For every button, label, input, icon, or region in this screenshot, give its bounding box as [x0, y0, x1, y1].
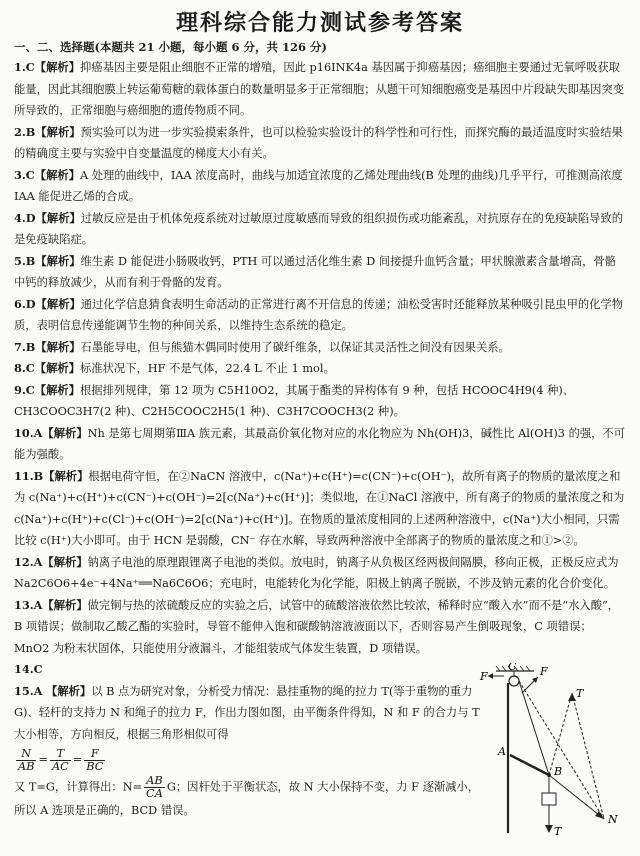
analysis-tag: 【解析】 [42, 554, 88, 569]
analysis-tag: 【解析】 [42, 425, 88, 440]
fraction: $\frac{F}{BC}$ [86, 746, 104, 773]
question-number: 6.D [14, 296, 36, 311]
question-item [14, 208, 626, 251]
analysis-text: 通过化学信息猜食表明生命活动的正常进行离不开信息的传递；油松受害时还能释放某种吸引昆虫甲的化学物质，表明信息传递能调节生物的种间关系，以维持生态系统的稳定。 [14, 297, 624, 332]
analysis-tag: 【解析】 [42, 597, 88, 612]
label-A: A [498, 744, 506, 758]
analysis-tag: 【解析】 [35, 210, 81, 225]
question-item [14, 358, 626, 380]
question-number: 8.C [14, 361, 35, 375]
analysis-text: 过敏反应是由于机体免疫系统对过敏原过度敏感而导致的组织损伤或功能紊乱，对抗原存在的免疫缺陷导致的是免疫缺陷症。 [14, 211, 624, 246]
question-item [14, 595, 626, 660]
label-T-bottom: T [554, 824, 562, 838]
analysis-tag: 【解析】 [35, 339, 81, 354]
analysis-text: 维生素 D 能促进小肠吸收钙，PTH 可以通过活化维生素 D 间接提升血钙含量；甲状腺激素含量增高，骨骼中钙的释放减少，从而有利于骨骼的发育。 [14, 254, 617, 289]
analysis-tag: 【解析】 [34, 361, 80, 375]
analysis-tag: 【解析】 [34, 60, 80, 74]
question-number: 3.C [14, 167, 35, 182]
question-item [14, 122, 626, 165]
analysis-text: 根据电荷守恒，在②NaCN 溶液中，c(Na⁺)+c(H⁺)=c(CN⁻)+c(OH⁻)，故所有离子的物质的量浓度之和为 c(Na⁺)+c(H⁺)+c(CN⁻)+c(OH⁻)=2[c(Na⁺)+c(H⁺)]；类似地，在①NaCl 溶液中，所有离子的物质的量浓度之和为 c(Na⁺)+c(H⁺)+c(Cl⁻)+c(OH⁻)=2[c(Na⁺)+c(H⁺)]。在物质的量浓度相同的上述两种溶液中，c(Na⁺)大小相同，只需比较 c(H⁺)大小即可。由于 HCN 是弱酸，CN⁻ 存在水解，导致两种溶液中全部离子的物质的量浓度之和①>②。 [14, 469, 625, 547]
question-15-conclusion: 又 T=G，计算得出：N= $\frac{AB}{CA}$ G；因杆处于平衡状态，故 N 大小保持不变，力 F 逐渐减小，所以 A 选项是正确的，BCD 错误。 [14, 774, 480, 817]
question-number: 12.A [14, 554, 43, 569]
analysis-text: 根据排列规律，第 12 项为 C5H10O2，其属于酯类的异构体有 9 种，包括 HCOOC4H9(4 种)、CH3COOC3H7(2 种)、C2H5COOC2H5(1 种)、C3H7COOCH3(2 种)。 [14, 383, 575, 418]
page-title: 理科综合能力测试参考答案 [175, 11, 464, 36]
question-number: 9.C [14, 382, 35, 397]
question-list [14, 57, 626, 681]
question-item [14, 57, 626, 122]
analysis-text: 石墨能导电，但与熊猫木偶同时使用了碳纤维条，以保证其灵活性之间没有因果关系。 [80, 340, 510, 354]
fraction: $\frac{T}{AC}$ [51, 746, 69, 773]
analysis-tag: 【解析】 [35, 253, 81, 268]
label-B: B [554, 764, 563, 778]
question-item [14, 552, 626, 595]
label-F: F [480, 669, 488, 683]
label-N: N [608, 812, 618, 826]
section-heading: 一、二、选择题(本题共 21 小题，每小题 6 分，共 126 分) [14, 40, 327, 54]
fraction: $\frac{N}{AB}$ [18, 746, 35, 773]
analysis-text: Nh 是第七周期第ⅢA 族元素，其最高价氧化物对应的水化物应为 Nh(OH)3，碱性比 Al(OH)3 的强，不可能为强酸。 [14, 426, 626, 461]
question-item [14, 380, 626, 423]
analysis-text: 抑癌基因主要是阻止细胞不正常的增殖，因此 p16INK4a 基因属于抑癌基因；癌细胞主要通过无氧呼吸获取能量，因此其细胞膜上转运葡萄糖的载体蛋白的数量明显多于正常细胞；从题干可知细胞癌变是基因中片段缺失即基因突变所导致的，正常细胞与癌细胞的遗传物质不同。 [14, 61, 625, 117]
label-C: C [508, 662, 517, 673]
question-15-text: 15.A 【解析】以 B 点为研究对象，分析受力情况：悬挂重物的绳的拉力 T(等于重物的重力 G)、轻杆的支持力 N 和绳子的拉力 F，作出力图如图，由平衡条件得知，N 和 F 的合力与 T 大小相等，方向相反，根据三角形相似可得 [14, 683, 480, 741]
question-item [14, 294, 626, 337]
analysis-tag: 【解析】 [34, 167, 80, 182]
question-number: 2.B [14, 124, 36, 139]
question-number: 7.B [14, 339, 36, 354]
question-number: 5.B [14, 253, 36, 268]
analysis-text: A 处理的曲线中，IAA 浓度高时，曲线与加适宜浓度的乙烯处理曲线(B 处理的曲线)几乎平行，可推测高浓度 IAA 能促进乙烯的合成。 [14, 168, 623, 203]
question-number: 14.C [14, 662, 43, 676]
force-diagram [474, 663, 624, 838]
analysis-tag: 【解析】 [34, 382, 80, 397]
question-item [14, 165, 626, 208]
fraction: $\frac{AB}{CA}$ [146, 774, 163, 800]
question-number: 1.C [14, 60, 35, 74]
analysis-text: 预实验可以为进一步实验摸索条件，也可以检验实验设计的科学性和可行性，而探究酶的最适温度时实验结果的精确度主要与实验中自变量温度的梯度大小有关。 [14, 125, 623, 160]
question-number: 4.D [14, 210, 36, 225]
analysis-tag: 【解析】 [43, 468, 89, 483]
question-item [14, 337, 626, 359]
analysis-text: 做完铜与热的浓硫酸反应的实验之后，试管中的硫酸溶液依然比较浓，稀释时应“酸入水”而不是“水入酸”，B 项错误；做制取乙酸乙酯的实验时，导管不能伸入饱和碳酸钠溶液液面以下，否则容易产生倒吸现象，C 项错误；MnO2 为粉末状固体，只能使用分液漏斗，才能组装成气体发生装置，D 项错误。 [14, 598, 620, 655]
analysis-text: 标准状况下，HF 不是气体，22.4 L 不止 1 mol。 [80, 362, 335, 375]
analysis-tag: 【解析】 [35, 296, 81, 311]
question-item [14, 423, 626, 466]
label-F2: F [540, 664, 548, 678]
question-number: 11.B [14, 468, 44, 483]
analysis-tag: 【解析】 [35, 124, 81, 139]
question-item [14, 251, 626, 294]
question-number: 10.A [14, 425, 43, 440]
analysis-text: 钠离子电池的原理跟锂离子电池的类似。放电时，钠离子从负极区经两极间隔膜，移向正极，正极反应式为 Na2C6O6+4e⁻+4Na⁺══Na6C6O6；充电时，电能转化为化学能，阳极上钠离子脱嵌，不涉及钠元素的化合价变化。 [14, 555, 619, 590]
question-item [14, 466, 626, 552]
similarity-equation: $\frac{N}{AB}$ = $\frac{T}{AC}$ = $\frac{F}{BC}$ [18, 746, 104, 773]
label-T: T [576, 686, 584, 700]
question-number: 13.A [14, 597, 43, 612]
